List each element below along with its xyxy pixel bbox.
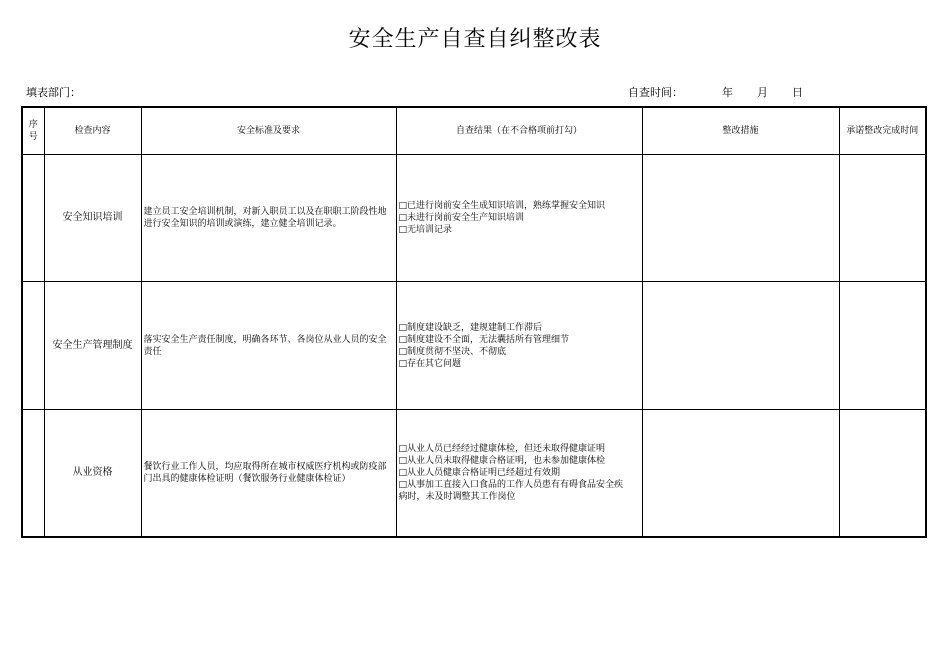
date-year-label: 年 — [722, 86, 733, 99]
table-row — [22, 410, 926, 538]
seq-cell — [22, 410, 44, 538]
result-option[interactable]: □制度建设缺乏，建规建制工作滞后 — [398, 322, 543, 333]
standard-cell: 落实安全生产责任制度，明确各环节、各岗位从业人员的安全责任 — [141, 282, 396, 410]
result-option[interactable]: □已进行岗前安全生成知识培训，熟练掌握安全知识 — [398, 201, 606, 211]
result-option[interactable]: □从业人员已经经过健康体检，但还未取得健康证明 — [398, 444, 606, 454]
result-option[interactable]: □无培训记录 — [398, 225, 453, 235]
measures-cell[interactable] — [642, 282, 839, 410]
inspection-date-label: 自查时间： — [628, 86, 683, 99]
header-standard: 安全标准及要求 — [141, 107, 396, 155]
inspection-table — [21, 106, 927, 538]
measures-cell[interactable] — [642, 155, 839, 282]
page-title: 安全生产自查自纠整改表 — [348, 27, 602, 52]
deadline-cell[interactable] — [839, 155, 926, 282]
header-measures: 整改措施 — [642, 107, 839, 155]
result-option[interactable]: □存在其它问题 — [398, 358, 462, 369]
header-item: 检查内容 — [44, 107, 141, 155]
result-option[interactable]: □从业人员健康合格证明已经超过有效期 — [398, 468, 561, 478]
standard-cell: 建立员工安全培训机制，对新入职员工以及在职职工阶段性地进行安全知识的培训或演练，建立健全培训记录。 — [141, 155, 396, 282]
header-deadline: 承诺整改完成时间 — [839, 107, 926, 155]
result-option[interactable]: □从事加工直接入口食品的工作人员患有有碍食品安全疾 — [398, 480, 624, 490]
result-cell[interactable] — [396, 155, 642, 282]
result-cell[interactable] — [396, 282, 642, 410]
header-seq: 序号 — [22, 107, 44, 155]
header-result: 自查结果（在不合格项前打勾） — [396, 107, 642, 155]
date-month-label: 月 — [757, 86, 768, 99]
standard-cell: 餐饮行业工作人员，均应取得所在城市权威医疗机构或防疫部门出具的健康体检证明（餐饮服务行业健康体检证） — [141, 410, 396, 538]
result-cell[interactable] — [396, 410, 642, 538]
date-day-label: 日 — [792, 86, 803, 99]
deadline-cell[interactable] — [839, 410, 926, 538]
result-option[interactable]: □制度建设不全面，无法囊括所有管理细节 — [398, 334, 570, 345]
result-option[interactable]: □从业人员未取得健康合格证明，也未参加健康体检 — [398, 456, 606, 466]
item-cell: 从业资格 — [44, 410, 141, 538]
measures-cell[interactable] — [642, 410, 839, 538]
seq-cell — [22, 282, 44, 410]
item-cell: 安全知识培训 — [44, 155, 141, 282]
result-option[interactable]: □未进行岗前安全生产知识培训 — [398, 213, 525, 223]
seq-cell — [22, 155, 44, 282]
result-option[interactable]: □制度贯彻不坚决、不彻底 — [398, 346, 507, 357]
deadline-cell[interactable] — [839, 282, 926, 410]
table-row — [22, 282, 926, 410]
table-row — [22, 155, 926, 282]
department-label: 填表部门： — [26, 86, 81, 99]
result-option[interactable]: 病时，未及时调整其工作岗位 — [398, 492, 516, 502]
item-cell: 安全生产管理制度 — [44, 282, 141, 410]
table-header-row — [22, 107, 926, 155]
